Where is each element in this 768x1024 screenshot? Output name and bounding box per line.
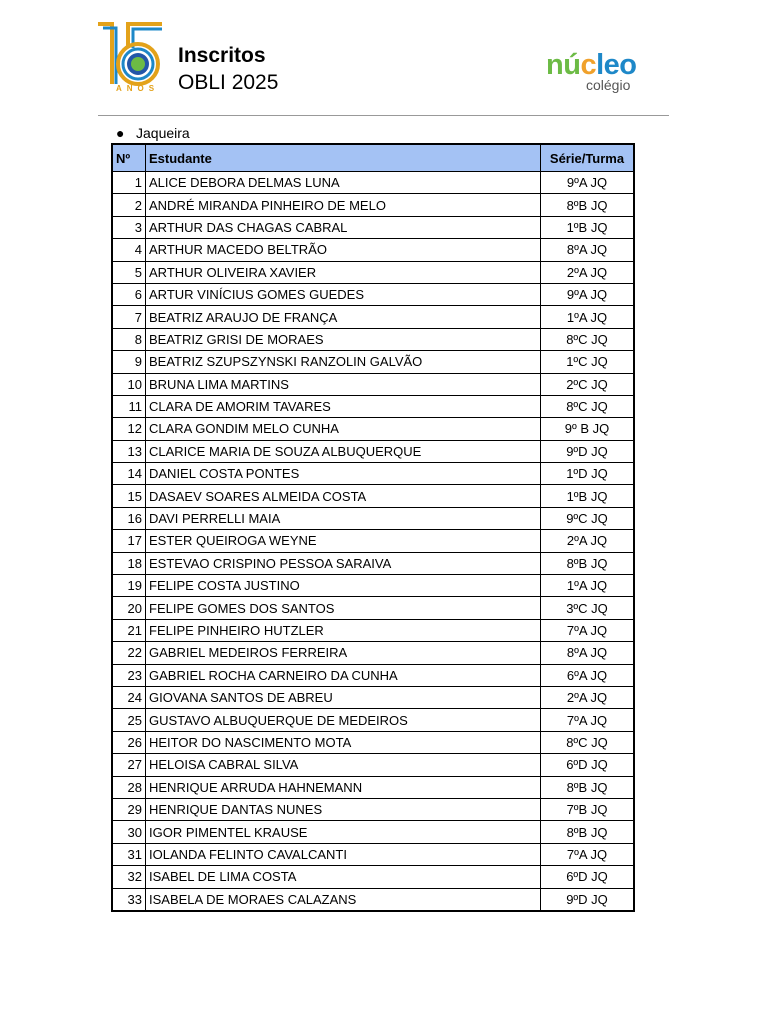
brand-letter: ú <box>563 49 581 81</box>
row-number: 3 <box>112 216 146 238</box>
row-number: 4 <box>112 239 146 261</box>
row-number: 13 <box>112 440 146 462</box>
student-name: HELOISA CABRAL SILVA <box>146 754 541 776</box>
student-name: ARTHUR MACEDO BELTRÃO <box>146 239 541 261</box>
student-class: 8ºB JQ <box>541 552 635 574</box>
row-number: 7 <box>112 306 146 328</box>
table-row <box>112 172 634 194</box>
student-name: GABRIEL MEDEIROS FERREIRA <box>146 642 541 664</box>
student-class: 9ºA JQ <box>541 172 635 194</box>
student-name: HEITOR DO NASCIMENTO MOTA <box>146 731 541 753</box>
student-class: 2ºA JQ <box>541 261 635 283</box>
student-name: GABRIEL ROCHA CARNEIRO DA CUNHA <box>146 664 541 686</box>
student-class: 8ºB JQ <box>541 194 635 216</box>
row-number: 6 <box>112 283 146 305</box>
student-name: BEATRIZ SZUPSZYNSKI RANZOLIN GALVÃO <box>146 351 541 373</box>
student-class: 2ºA JQ <box>541 530 635 552</box>
student-name: CLARA DE AMORIM TAVARES <box>146 395 541 417</box>
row-number: 25 <box>112 709 146 731</box>
row-number: 9 <box>112 351 146 373</box>
table-row <box>112 485 634 507</box>
row-number: 10 <box>112 373 146 395</box>
page-title: Inscritos <box>178 44 266 67</box>
student-class: 2ºC JQ <box>541 373 635 395</box>
table-row <box>112 418 634 440</box>
table-row <box>112 530 634 552</box>
student-name: ESTER QUEIROGA WEYNE <box>146 530 541 552</box>
row-number: 20 <box>112 597 146 619</box>
table-row <box>112 843 634 865</box>
student-class: 1ºA JQ <box>541 306 635 328</box>
brand-letter: n <box>546 49 564 81</box>
student-class: 9ºD JQ <box>541 888 635 911</box>
student-name: ISABEL DE LIMA COSTA <box>146 866 541 888</box>
student-class: 8ºC JQ <box>541 395 635 417</box>
student-name: CLARICE MARIA DE SOUZA ALBUQUERQUE <box>146 440 541 462</box>
student-name: BEATRIZ GRISI DE MORAES <box>146 328 541 350</box>
student-name: IOLANDA FELINTO CAVALCANTI <box>146 843 541 865</box>
row-number: 32 <box>112 866 146 888</box>
col-header-student: Estudante <box>146 144 541 172</box>
student-class: 8ºC JQ <box>541 731 635 753</box>
student-name: GIOVANA SANTOS DE ABREU <box>146 686 541 708</box>
student-class: 8ºA JQ <box>541 642 635 664</box>
student-class: 8ºA JQ <box>541 239 635 261</box>
student-class: 7ºA JQ <box>541 709 635 731</box>
student-name: BEATRIZ ARAUJO DE FRANÇA <box>146 306 541 328</box>
student-class: 1ºD JQ <box>541 463 635 485</box>
row-number: 22 <box>112 642 146 664</box>
row-number: 8 <box>112 328 146 350</box>
row-number: 21 <box>112 619 146 641</box>
brand-letter: e <box>603 49 620 81</box>
table-row <box>112 216 634 238</box>
row-number: 14 <box>112 463 146 485</box>
table-row <box>112 754 634 776</box>
student-name: ARTUR VINÍCIUS GOMES GUEDES <box>146 283 541 305</box>
row-number: 26 <box>112 731 146 753</box>
row-number: 28 <box>112 776 146 798</box>
student-class: 7ºA JQ <box>541 843 635 865</box>
table-row <box>112 507 634 529</box>
student-class: 2ºA JQ <box>541 686 635 708</box>
table-row <box>112 283 634 305</box>
row-number: 27 <box>112 754 146 776</box>
student-name: ESTEVAO CRISPINO PESSOA SARAIVA <box>146 552 541 574</box>
student-name: CLARA GONDIM MELO CUNHA <box>146 418 541 440</box>
student-name: FELIPE GOMES DOS SANTOS <box>146 597 541 619</box>
student-name: ARTHUR DAS CHAGAS CABRAL <box>146 216 541 238</box>
nucleo-logo <box>546 50 637 80</box>
table-row <box>112 597 634 619</box>
table-row <box>112 306 634 328</box>
table-row <box>112 619 634 641</box>
row-number: 12 <box>112 418 146 440</box>
student-class: 1ºC JQ <box>541 351 635 373</box>
table-row <box>112 261 634 283</box>
table-row <box>112 575 634 597</box>
student-name: ISABELA DE MORAES CALAZANS <box>146 888 541 911</box>
table-row <box>112 798 634 820</box>
table-row <box>112 395 634 417</box>
row-number: 23 <box>112 664 146 686</box>
student-name: ARTHUR OLIVEIRA XAVIER <box>146 261 541 283</box>
table-row <box>112 373 634 395</box>
row-number: 15 <box>112 485 146 507</box>
student-class: 8ºC JQ <box>541 328 635 350</box>
student-class: 1ºB JQ <box>541 216 635 238</box>
table-row <box>112 731 634 753</box>
section-heading <box>116 125 190 141</box>
student-name: HENRIQUE ARRUDA HAHNEMANN <box>146 776 541 798</box>
table-row <box>112 642 634 664</box>
section-label: Jaqueira <box>136 125 190 141</box>
student-class: 9º B JQ <box>541 418 635 440</box>
student-class: 6ºA JQ <box>541 664 635 686</box>
student-class: 1ºA JQ <box>541 575 635 597</box>
student-class: 1ºB JQ <box>541 485 635 507</box>
student-name: DANIEL COSTA PONTES <box>146 463 541 485</box>
student-name: FELIPE PINHEIRO HUTZLER <box>146 619 541 641</box>
table-row <box>112 463 634 485</box>
table-row <box>112 776 634 798</box>
page-subtitle: OBLI 2025 <box>178 71 279 94</box>
table-row <box>112 351 634 373</box>
row-number: 1 <box>112 172 146 194</box>
table-row <box>112 709 634 731</box>
student-class: 9ºC JQ <box>541 507 635 529</box>
table-row <box>112 686 634 708</box>
col-header-number: Nº <box>112 144 146 172</box>
student-class: 9ºD JQ <box>541 440 635 462</box>
brand-letter: l <box>596 49 604 81</box>
header-divider <box>98 115 669 116</box>
student-class: 8ºB JQ <box>541 776 635 798</box>
row-number: 2 <box>112 194 146 216</box>
student-class: 9ºA JQ <box>541 283 635 305</box>
brand-letter: c <box>580 49 597 81</box>
bullet-icon: ● <box>116 125 125 141</box>
student-class: 7ºB JQ <box>541 798 635 820</box>
table-row <box>112 552 634 574</box>
student-name: FELIPE COSTA JUSTINO <box>146 575 541 597</box>
student-name: GUSTAVO ALBUQUERQUE DE MEDEIROS <box>146 709 541 731</box>
students-table <box>111 143 635 912</box>
brand-letter: o <box>619 49 637 81</box>
row-number: 18 <box>112 552 146 574</box>
student-name: ALICE DEBORA DELMAS LUNA <box>146 172 541 194</box>
row-number: 24 <box>112 686 146 708</box>
student-class: 8ºB JQ <box>541 821 635 843</box>
table-row <box>112 866 634 888</box>
logo-anos-text: ANOS <box>116 84 160 93</box>
student-class: 6ºD JQ <box>541 754 635 776</box>
student-name: DAVI PERRELLI MAIA <box>146 507 541 529</box>
row-number: 33 <box>112 888 146 911</box>
student-class: 6ºD JQ <box>541 866 635 888</box>
student-name: ANDRÉ MIRANDA PINHEIRO DE MELO <box>146 194 541 216</box>
col-header-class: Série/Turma <box>541 144 635 172</box>
table-row <box>112 239 634 261</box>
row-number: 16 <box>112 507 146 529</box>
table-row <box>112 440 634 462</box>
student-class: 3ºC JQ <box>541 597 635 619</box>
row-number: 29 <box>112 798 146 820</box>
student-class: 7ºA JQ <box>541 619 635 641</box>
table-header-row <box>112 144 634 172</box>
student-name: IGOR PIMENTEL KRAUSE <box>146 821 541 843</box>
table-row <box>112 328 634 350</box>
brand-subtitle: colégio <box>586 77 631 93</box>
student-name: HENRIQUE DANTAS NUNES <box>146 798 541 820</box>
student-name: BRUNA LIMA MARTINS <box>146 373 541 395</box>
table-row <box>112 194 634 216</box>
row-number: 5 <box>112 261 146 283</box>
page-header <box>0 0 768 116</box>
row-number: 17 <box>112 530 146 552</box>
row-number: 11 <box>112 395 146 417</box>
table-row <box>112 664 634 686</box>
table-row <box>112 888 634 911</box>
table-row <box>112 821 634 843</box>
row-number: 31 <box>112 843 146 865</box>
row-number: 30 <box>112 821 146 843</box>
student-name: DASAEV SOARES ALMEIDA COSTA <box>146 485 541 507</box>
row-number: 19 <box>112 575 146 597</box>
